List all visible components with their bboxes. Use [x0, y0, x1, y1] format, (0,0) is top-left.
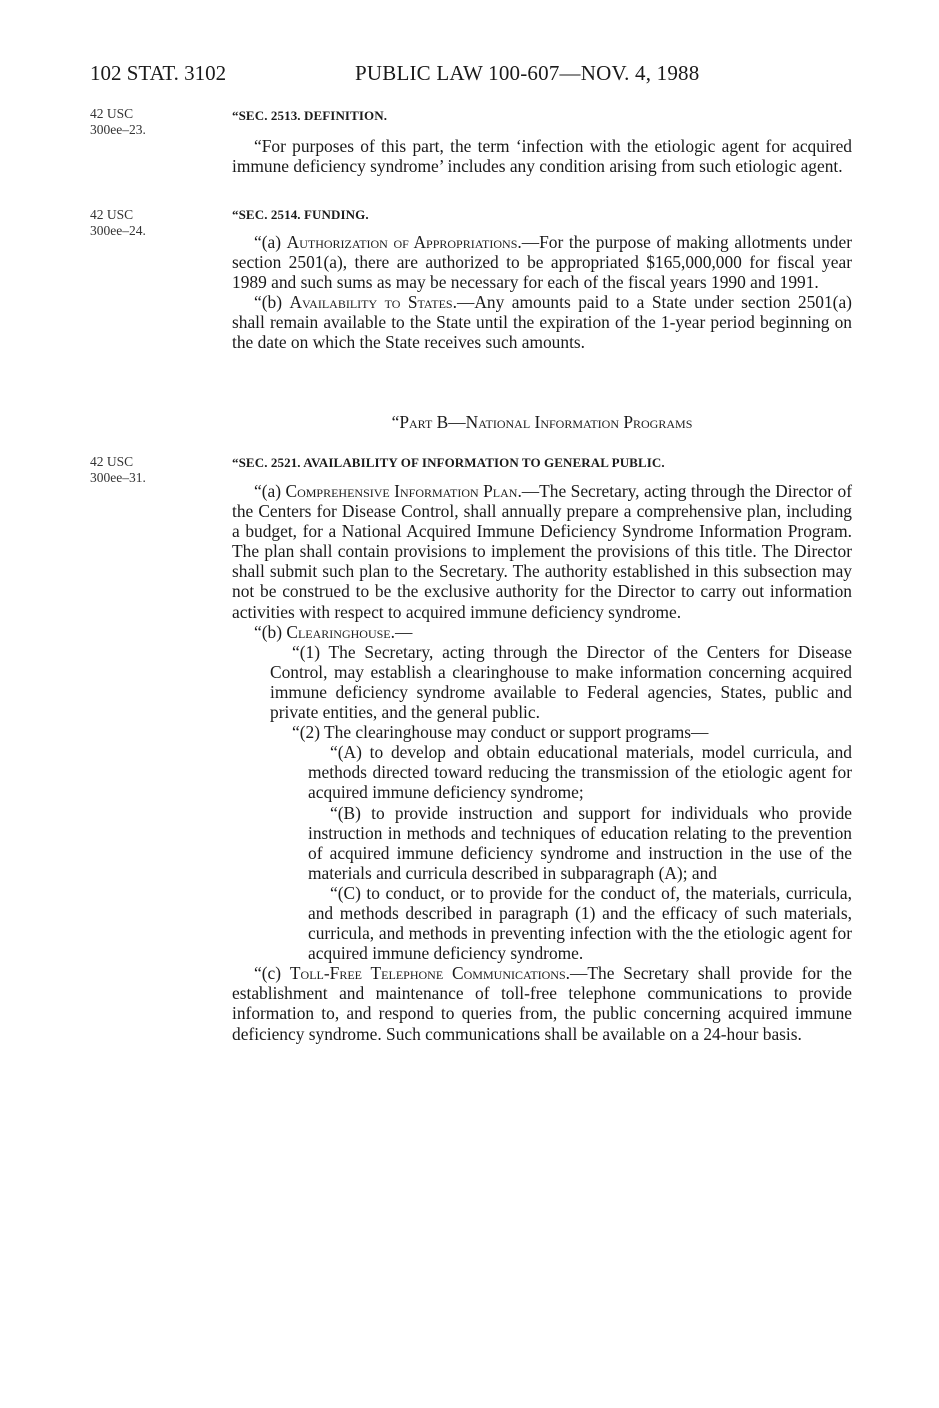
- subsection-title: Authorization of Appropriations: [286, 232, 518, 252]
- public-law-title: PUBLIC LAW 100-607—NOV. 4, 1988: [355, 61, 700, 85]
- stat-number: 102 STAT. 3102: [90, 61, 227, 85]
- subsection-c: “(c) Toll-Free Telephone Communications.—The Secretary shall provide for the establishment and maintenance of toll-free telephone communications to provide information to, and respond to queries from, the public concerning acquired immune deficiency syndrome. Such communications shall be available on a 24-hour basis.: [232, 963, 852, 1044]
- section-heading: “SEC. 2514. FUNDING.: [232, 207, 369, 222]
- part-heading: “Part B—National Information Programs: [391, 412, 693, 432]
- subsection-b: “(b) Availability to States.—Any amounts paid to a State under section 2501(a) shall remain available to the State until the expiration of the 1-year period beginning on the date on which the State receives such amounts.: [232, 292, 852, 353]
- definition-paragraph: “For purposes of this part, the term ‘infection with the etiologic agent for acquired immune deficiency syndrome’ includes any condition arising from such etiologic agent.: [232, 136, 852, 177]
- subsection-b: “(b) Clearinghouse.—: [254, 621, 413, 642]
- subsection-a: “(a) Authorization of Appropriations.—For the purpose of making allotments under section 2501(a), there are authorized to be appropriated $165,000,000 for fiscal year 1989 and such sums as may be necessary for each of the fiscal years 1990 and 1991.: [232, 232, 852, 293]
- section-heading: “SEC. 2513. DEFINITION.: [232, 108, 388, 123]
- subsection-a: “(a) Comprehensive Information Plan.—The Secretary, acting through the Director of the Centers for Disease Control, shall annually prepare a comprehensive plan, including a budget, for a National Acquired Immune Deficiency Syndrome Information Program. The plan shall contain provisions to implement the provisions of this title. The Director shall submit such plan to the Secretary. The authority established in this subsection may not be construed to be the exclusive authority for the Director to carry out information activities with respect to acquired immune deficiency syndrome.: [232, 481, 853, 622]
- section-body: [232, 232, 852, 353]
- section-body: [232, 136, 852, 176]
- subparagraph-a: “(A) to develop and obtain educational materials, model curricula, and methods directed toward reducing the transmission of the etiologic agent for acquired immune deficiency syndrome;: [308, 742, 852, 803]
- subparagraph-c: “(C) to conduct, or to provide for the conduct of, the materials, curricula, and methods described in paragraph (1) and the efficacy of such materials, curricula, and methods in preventing infection with the the etiologic agent for acquired immune deficiency syndrome.: [308, 882, 852, 964]
- section-heading: “SEC. 2521. AVAILABILITY OF INFORMATION TO GENERAL PUBLIC.: [232, 455, 665, 470]
- subsection-title: Clearinghouse: [286, 621, 391, 642]
- page-header: [90, 58, 850, 88]
- margin-citation: 42 USC 300ee–23.: [90, 106, 146, 137]
- paragraph-2: “(2) The clearinghouse may conduct or support programs—: [292, 722, 709, 743]
- paragraph-1: “(1) The Secretary, acting through the Director of the Centers for Disease Control, may establish a clearinghouse to make information concerning acquired immune deficiency syndrome available to Federal agencies, States, public and private entities, and the general public.: [270, 641, 852, 723]
- subsection-title: Toll-Free Telephone Communications: [289, 963, 566, 984]
- subsection-title: Comprehensive Information Plan: [285, 481, 518, 501]
- subparagraph-b: “(B) to provide instruction and support for individuals who provide instruction in methods and techniques of education relating to the prevention of acquired immune deficiency syndrome and instruction in the use of the materials and curricula described in subparagraph (A); and: [308, 802, 852, 883]
- margin-citation: 42 USC 300ee–31.: [90, 454, 146, 485]
- section-body: [232, 481, 852, 1044]
- subsection-title: Availability to States: [289, 292, 453, 313]
- margin-citation: 42 USC 300ee–24.: [90, 207, 146, 238]
